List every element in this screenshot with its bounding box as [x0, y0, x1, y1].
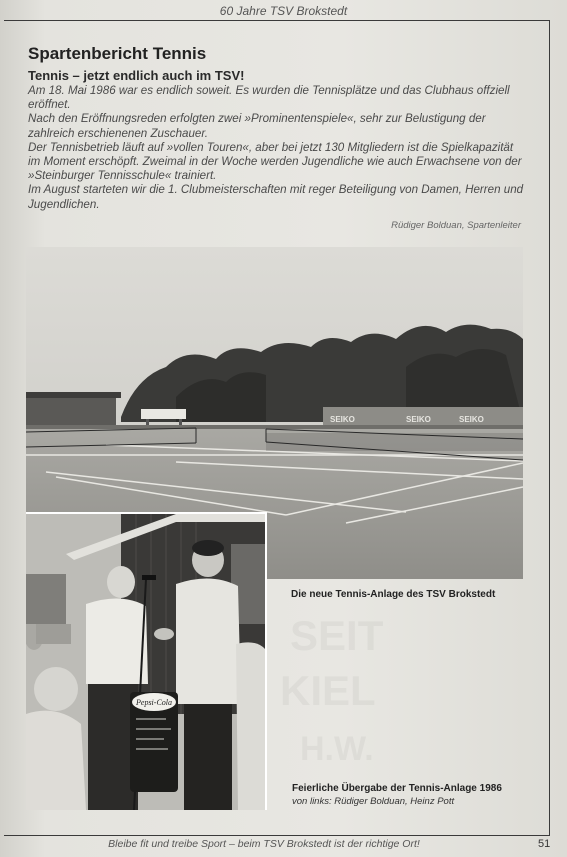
court-photo-caption: Die neue Tennis-Anlage des TSV Brokstedt: [291, 589, 496, 600]
ceremony-photo-caption: Feierliche Übergabe der Tennis-Anlage 1986: [292, 783, 502, 794]
article-author: Rüdiger Bolduan, Spartenleiter: [391, 220, 521, 231]
paragraph: Am 18. Mai 1986 war es endlich soweit. Es wurden die Tennisplätze und das Clubhaus offziell eröffnet.: [28, 84, 510, 112]
banner-text: SEIKO: [406, 415, 431, 424]
footer-slogan: Bleibe fit und treibe Sport – beim TSV Brokstedt ist der richtige Ort!: [108, 838, 420, 850]
running-head: 60 Jahre TSV Brokstedt: [219, 4, 348, 18]
article-title: Spartenbericht Tennis: [28, 44, 207, 63]
banner-text: SEIKO: [459, 415, 484, 424]
paragraph: Der Tennisbetrieb läuft auf »vollen Touren«, aber bei jetzt 130 Mitgliedern ist die Spielkapazität im Moment erschöpft. Zweimal in der Woche werden Jugendliche wie auch Erwachsene von der »Steinburger Tennisschule« trainiert.: [28, 140, 522, 183]
paragraph: Nach den Eröffnungsreden erfolgten zwei »Prominentenspiele«, sehr zur Belustigung der zahlreich erschienenen Zuschauer.: [28, 112, 486, 140]
page-number: 51: [538, 838, 551, 850]
article-subtitle: Tennis – jetzt endlich auch im TSV!: [28, 68, 245, 83]
svg-text:SEIT: [290, 612, 384, 659]
ceremony-photo: [26, 512, 267, 810]
ceremony-photo-subcaption: von links: Rüdiger Bolduan, Heinz Pott: [292, 796, 455, 807]
svg-text:H.W.: [300, 730, 374, 768]
article-body: [28, 84, 528, 212]
paragraph: Im August starteten wir die 1. Clubmeisterschaften mit reger Beteiligung von Damen, Herren und Jugendlichen.: [28, 183, 524, 211]
banner-text: SEIKO: [330, 415, 355, 424]
svg-text:KIEL: [280, 667, 376, 714]
show-through-ghost-text: [270, 610, 567, 780]
pepsi-sign-text: Pepsi-Cola: [136, 698, 172, 707]
